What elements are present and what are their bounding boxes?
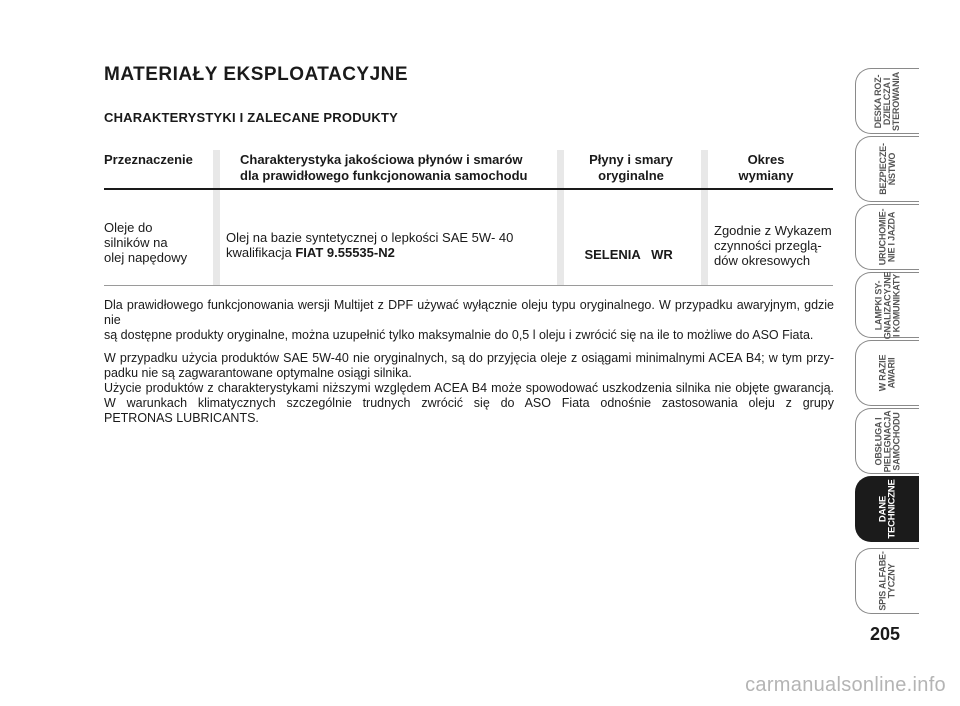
header-fluids: Płyny i smary oryginalne [589,152,673,183]
tab-label: DANE TECHNICZNE [877,479,898,539]
tab-emergency[interactable] [855,340,919,406]
watermark: carmanualsonline.info [745,674,946,696]
tab-technical-data[interactable] [855,476,919,542]
column-shade-interval [701,150,708,286]
note-paragraph-dpf: Dla prawidłowego funkcjonowania wersji Multijet z DPF używać wyłącznie oleju typu oryginalnego. W przypadku awaryjnym, gdzie nie są dostępne produkty oryginalne, można uzupełnić tylko maksymalnie do 0,5 l oleju i zwrócić się na ile to możliwe do ASO Fiata. [104,298,834,342]
cell-purpose: Oleje do silników na olej napędowy [104,220,188,265]
page-title: MATERIAŁY EKSPLOATACYJNE [104,64,409,85]
cell-quality: Olej na bazie syntetycznej o lepkości SAE 5W- 40 kwalifikacja FIAT 9.55535-N2 [226,230,514,260]
tab-label: OBSŁUGA I PIELĘGNACJA SAMOCHODU [873,410,901,472]
tab-label: URUCHOMIE- NIE I JAZDA [877,208,897,266]
tab-label: LAMPKI SY- GNALIZACYJNE I KOMUNIKATY [873,271,902,339]
consumables-table [104,150,833,286]
tab-index[interactable] [855,548,919,614]
tab-label: DESKA ROZ- DZIELCZA I STEROWANIA [872,71,901,131]
tab-warning-lights[interactable] [855,272,919,338]
page-number: 205 [869,624,901,644]
table-bottom-divider [104,285,833,286]
header-interval: Okres wymiany [738,152,794,183]
tab-dashboard[interactable] [855,68,919,134]
tab-label: SPIS ALFABE- TYCZNY [877,551,897,611]
header-divider [104,188,833,190]
column-shade-quality [213,150,220,286]
tab-safety[interactable] [855,136,919,202]
notes [104,298,834,426]
header-purpose: Przeznaczenie [104,152,193,167]
tab-starting-driving[interactable] [855,204,919,270]
header-quality: Charakterystyka jakościowa płynów i smarów dla prawidłowego funkcjonowania samochodu [240,152,528,183]
cell-interval: Zgodnie z Wykazem czynności przeglą- dów okresowych [714,223,832,268]
cell-fluid: SELENIA WR [584,247,673,262]
tab-label: W RAZIE AWARII [877,354,897,392]
tab-maintenance[interactable] [855,408,919,474]
spec-code: FIAT 9.55535-N2 [295,245,395,260]
tab-label: BEZPIECZE- ŃSTWO [877,143,897,195]
note-paragraph-acea: W przypadku użycia produktów SAE 5W-40 nie oryginalnych, są do przyjęcia oleje z osiągami minimalnymi ACEA B4; w tym przy- padku nie są zagwarantowane optymalne osiągi silnika. Użycie produktów z charakterystykami niższymi względem ACEA B4 może spowodować uszkodzenia silnika nie objęte gwarancją. W warunkach klimatycznych szczególnie trudnych zwrócić się do ASO Fiata odnośnie zastosowania oleju z grupy PETRONAS LUBRICANTS. [104,351,834,425]
section-subtitle: CHARAKTERYSTYKI I ZALECANE PRODUKTY [104,110,398,125]
